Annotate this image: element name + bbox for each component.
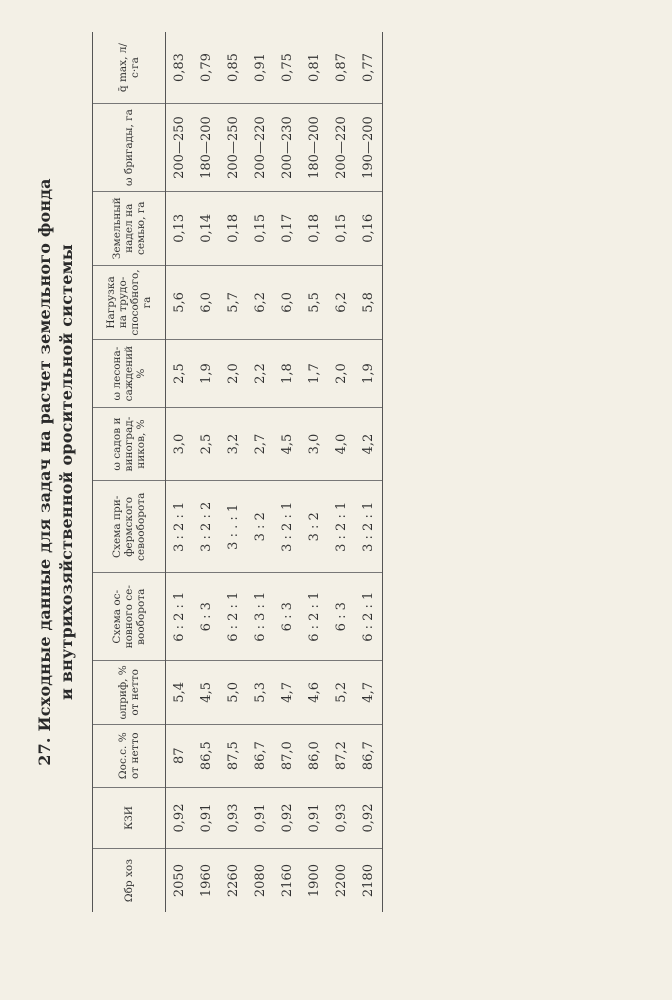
table-cell: 5,3 [247,661,274,724]
table-cell: 5,0 [220,661,247,724]
table-row [193,32,220,912]
table-cell: 6 : 2 : 1 [166,573,194,661]
table-cell: 3 : . : 1 [220,481,247,573]
table-row [247,32,274,912]
column-header: ωприф, % от нетто [93,661,166,724]
column-header: ω лесонасаждений % [93,340,166,407]
table-cell: 6 : 2 : 1 [355,573,383,661]
table-cell: 0,79 [193,32,220,104]
table-cell: 6,2 [328,265,355,340]
table-cell: 0,83 [166,32,194,104]
table-cell: 86,5 [193,724,220,787]
table-cell: 0,15 [328,191,355,265]
table-cell: 0,91 [247,32,274,104]
table-cell: 5,8 [355,265,383,340]
table-cell: 2160 [280,864,295,898]
table-cell: 0,91 [247,787,274,848]
table-cell: 0,81 [301,32,328,104]
table-cell: 200—220 [328,104,355,192]
column-header: ω бригады, га [93,104,166,192]
table-cell: 200—230 [274,104,301,192]
table-cell: 86,7 [247,724,274,787]
table-cell: 1,9 [193,340,220,407]
table-cell: 5,4 [166,661,194,724]
column-header: Схема основного севооборота [93,573,166,661]
table-cell: 0,87 [328,32,355,104]
title-line-1: 27. Исходные данные для задач на расчет земельного фонда [35,178,54,766]
data-table [92,32,383,912]
table-cell: 6 : 3 [328,573,355,661]
table-cell: 1,7 [301,340,328,407]
table-cell: 3 : 2 : 2 [193,481,220,573]
table-cell: 87,0 [274,724,301,787]
table-cell: 4,2 [355,407,383,481]
column-header: Ωос.с. % от нетто [93,724,166,787]
table-cell: 0,15 [247,191,274,265]
table-cell: 2,2 [247,340,274,407]
table-cell: 6 : 2 : 1 [220,573,247,661]
table-cell: 2,0 [220,340,247,407]
table-cell: 3 : 2 : 1 [328,481,355,573]
table-cell: 5,6 [166,265,194,340]
table-cell: 6 : 3 [193,573,220,661]
table-cell: 3 : 2 : 1 [355,481,383,573]
table-cell: 0,77 [355,32,383,104]
table-cell: 2,0 [328,340,355,407]
table-cell: 180—200 [301,104,328,192]
column-header: Земельный надел на семью, га [93,191,166,265]
table-cell: 200—220 [247,104,274,192]
table-cell: 0,13 [166,191,194,265]
table-cell: 87,5 [220,724,247,787]
table-cell: 1,8 [274,340,301,407]
title-line-2: и внутрихозяйственной оросительной системы [57,243,76,701]
table-body [166,32,383,912]
table-cell: 3 : 2 [301,481,328,573]
table-cell: 4,6 [301,661,328,724]
table-cell: 4,0 [328,407,355,481]
table-cell: 86,0 [301,724,328,787]
table-cell: 2,5 [166,340,194,407]
column-header: Схема прифермского севооборота [93,481,166,573]
table-cell: 0,17 [274,191,301,265]
table-row [355,32,383,912]
table-header-row [93,32,166,912]
table-cell: 6,0 [193,265,220,340]
table-cell: 0,91 [193,787,220,848]
table-cell: 1900 [307,864,322,898]
table-cell: 2050 [172,864,187,898]
table-cell: 2260 [226,864,241,898]
table-cell: 3,2 [220,407,247,481]
table-cell: 5,7 [220,265,247,340]
table-cell: 2,7 [247,407,274,481]
table-cell: 6 : 3 : 1 [247,573,274,661]
table-cell: 5,5 [301,265,328,340]
table-cell: 5,2 [328,661,355,724]
table-cell: 0,93 [328,787,355,848]
table-cell: 2180 [355,849,383,912]
table-cell: 1960 [199,864,214,898]
table-row [274,32,301,912]
table-row [301,32,328,912]
table-cell: 2080 [253,864,268,898]
table-cell: 3,0 [301,407,328,481]
table-cell: 6 : 2 : 1 [301,573,328,661]
table-row [166,32,194,912]
table-cell: 200—250 [220,104,247,192]
column-header: ω садов и виноградников, % [93,407,166,481]
column-header: q̄ max, л/с·га [93,32,166,104]
table-cell: 2200 [334,864,349,898]
table-cell: 1,9 [355,340,383,407]
table-cell: 2,5 [193,407,220,481]
table-cell: 6 : 3 [274,573,301,661]
table-cell: 190—200 [355,104,383,192]
table-cell: 4,5 [193,661,220,724]
table-cell: 0,18 [301,191,328,265]
table-cell: 0,93 [220,787,247,848]
column-header: Нагрузка на трудоспособного, га [93,265,166,340]
table-cell: 6,2 [247,265,274,340]
table-cell: 4,7 [274,661,301,724]
table-cell: 180—200 [193,104,220,192]
table-cell: 4,5 [274,407,301,481]
table-cell: 6,0 [274,265,301,340]
table-cell: 0,14 [193,191,220,265]
column-header: Ωбр хоз [93,849,166,912]
table-cell: 3,0 [166,407,194,481]
table-cell: 87 [166,724,194,787]
table-row [328,32,355,912]
table-cell: 3 : 2 : 1 [274,481,301,573]
table-cell: 0,92 [355,787,383,848]
table-cell: 0,91 [301,787,328,848]
column-header: КЗИ [93,787,166,848]
rotated-content [34,32,594,912]
table-row [220,32,247,912]
table-cell: 200—250 [166,104,194,192]
table-cell: 0,16 [355,191,383,265]
page-title [34,32,78,912]
table-cell: 4,7 [355,661,383,724]
table-cell: 0,92 [166,787,194,848]
table-cell: 0,92 [274,787,301,848]
table-cell: 0,75 [274,32,301,104]
table-cell: 0,18 [220,191,247,265]
table-cell: 87,2 [328,724,355,787]
table-cell: 3 : 2 [247,481,274,573]
table-cell: 3 : 2 : 1 [166,481,194,573]
table-cell: 86,7 [355,724,383,787]
table-cell: 0,85 [220,32,247,104]
